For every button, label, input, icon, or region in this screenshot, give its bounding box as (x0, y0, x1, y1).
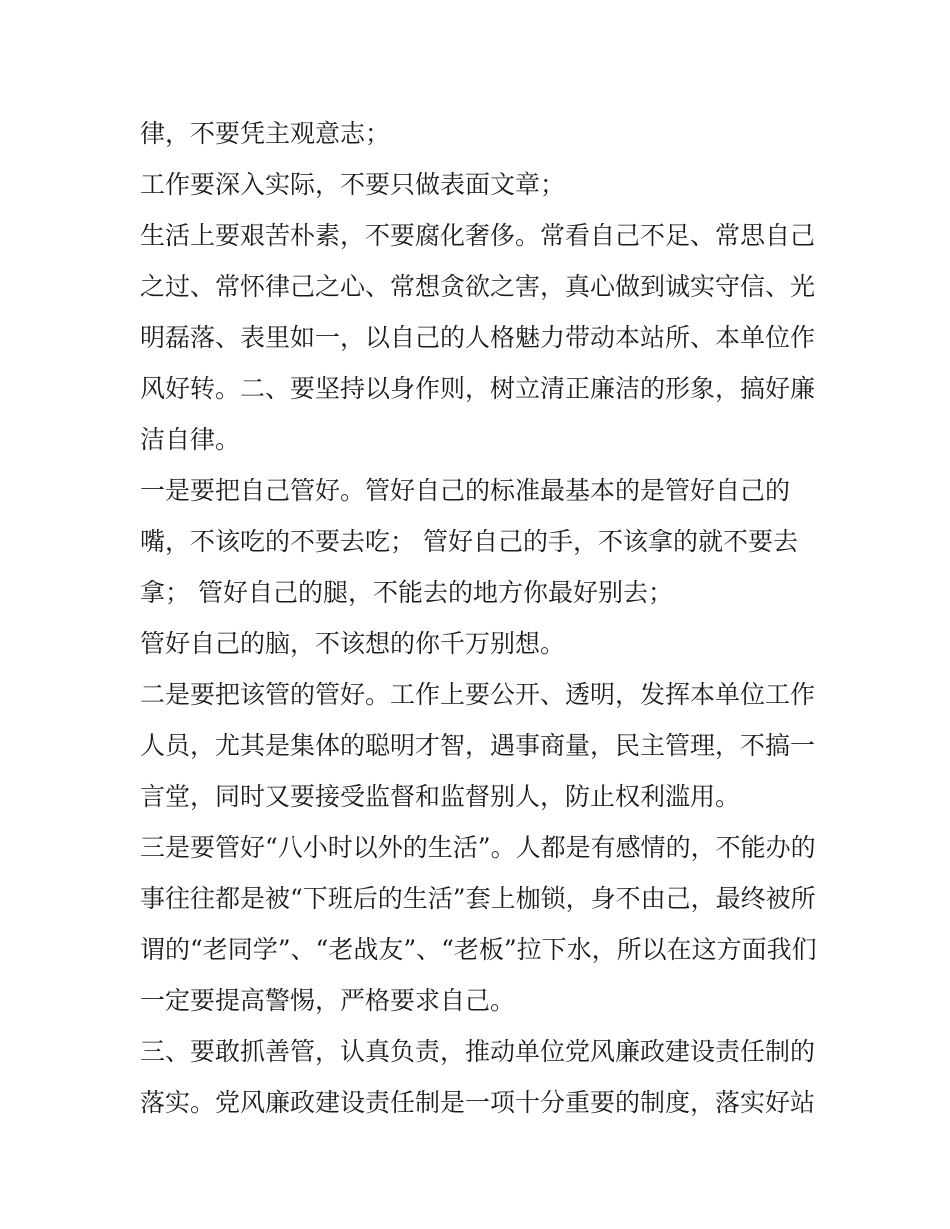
text-line: 生活上要艰苦朴素，不要腐化奢侈。常看自己不足、常思自己 (140, 221, 816, 250)
text-line: 二是要把该管的管好。工作上要公开、透明，发挥本单位工作 (140, 680, 816, 709)
document-body (140, 108, 820, 1128)
text-line: 三、要敢抓善管，认真负责，推动单位党风廉政建设责任制的 (140, 1037, 816, 1066)
text-line: 一定要提高警惕，严格要求自己。 (140, 986, 516, 1015)
text-line: 律，不要凭主观意志； (140, 119, 391, 148)
text-line: 工作要深入实际，不要只做表面文章； (140, 170, 566, 199)
text-line: 谓的“老同学”、“老战友”、“老板”拉下水，所以在这方面我们 (140, 935, 817, 964)
text-line: 洁自律。 (140, 425, 241, 454)
text-line: 风好转。二、要坚持以身作则，树立清正廉洁的形象，搞好廉 (140, 374, 816, 403)
text-line: 一是要把自己管好。管好自己的标准最基本的是管好自己的 (140, 476, 791, 505)
text-line: 人员，尤其是集体的聪明才智，遇事商量，民主管理，不搞一 (140, 731, 816, 760)
text-line: 管好自己的脑，不该想的你千万别想。 (140, 629, 566, 658)
text-line: 之过、常怀律己之心、常想贪欲之害，真心做到诚实守信、光 (140, 272, 816, 301)
text-line: 明磊落、表里如一，以自己的人格魅力带动本站所、本单位作 (140, 323, 816, 352)
text-line: 嘴，不该吃的不要去吃； 管好自己的手，不该拿的就不要去 (140, 527, 798, 556)
text-line: 事往往都是被“下班后的生活”套上枷锁，身不由己，最终被所 (140, 884, 816, 913)
text-line: 三是要管好“八小时以外的生活”。人都是有感情的，不能办的 (140, 833, 816, 862)
text-line: 拿； 管好自己的腿，不能去的地方你最好别去； (140, 578, 673, 607)
text-line: 言堂，同时又要接受监督和监督别人，防止权利滥用。 (140, 782, 741, 811)
text-line: 落实。党风廉政建设责任制是一项十分重要的制度，落实好站 (140, 1088, 816, 1117)
